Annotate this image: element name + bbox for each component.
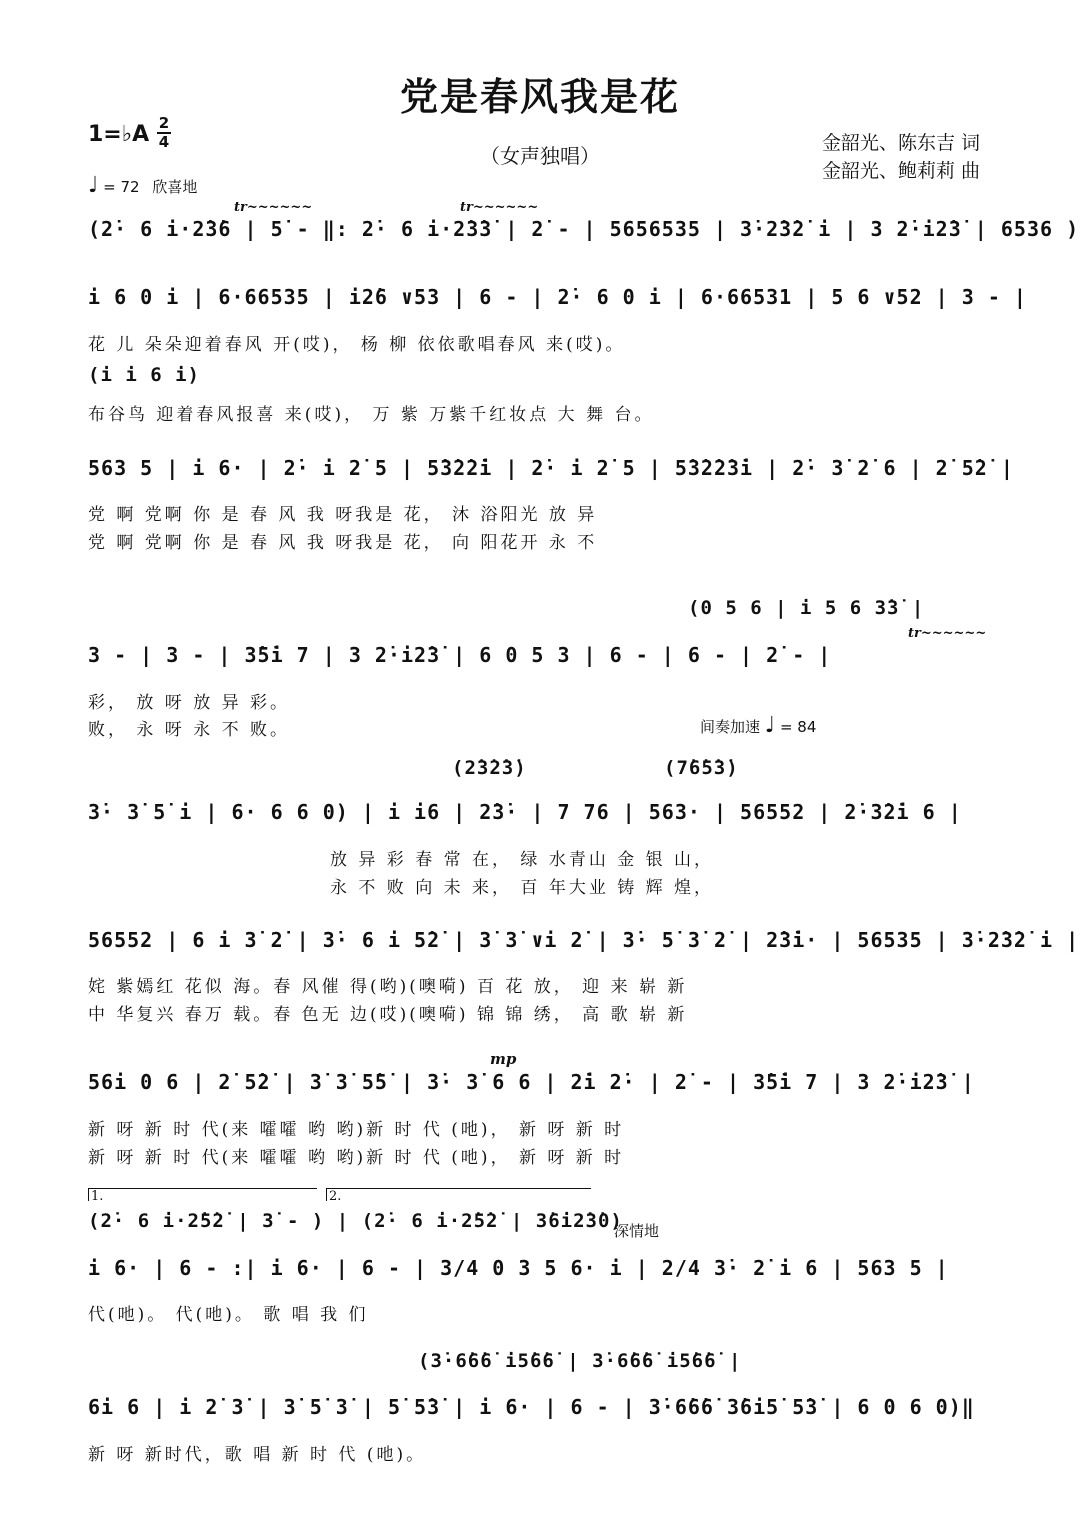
- expression-mark: 欣喜地: [152, 178, 198, 196]
- alt-score-line: (0 5 6 | i 5 6 3̇3̇ |: [688, 597, 925, 619]
- lyric-line: 党 啊 党啊 你 是 春 风 我 呀我是 花， 向 阳花开 永 不: [88, 533, 598, 553]
- tempo-value: = 72: [103, 178, 140, 196]
- lyric-line: 新 呀 新 时 代(来 嚯嚯 哟 哟)新 时 代 (吔)， 新 呀 新 时: [88, 1148, 625, 1168]
- lyric-line: 花 儿 朵朵迎着春风 开(哎)， 杨 柳 依依歌唱春风 来(哎)。: [88, 335, 626, 355]
- quarter-note-icon: ♩: [88, 173, 99, 198]
- trill-mark: tr~~~~~~: [908, 626, 987, 641]
- score-line-1: (2̇· 6 i·2̇3̇6 | 5̇ - ‖: 2̇· 6 i·2̇3̇3̇ | 2̇ - | 5656535 | 3̇·2̇3̇2̇ i | 3 2̇·i2̇3̇ | 6536 ): [88, 217, 1080, 241]
- ornament: (2̇3̇2̇3̇): [452, 757, 527, 779]
- interlude-tempo: = 84: [779, 718, 817, 736]
- song-title: 党是春风我是花: [399, 74, 680, 119]
- score-line-9: 6i 6 | i 2̇ 3̇ | 3̇ 5̇ 3̇ | 5̇ 5̇3̇ | i 6· | 6 - | 3̇·6̇6̇6̇ 3̇6i5̇ 5̇3̇ | 6 0 6 0)‖: [88, 1395, 975, 1419]
- lyric-line: 中 华复兴 春万 载。春 色无 边(哎)(噢嗬) 锦 锦 绣， 高 歌 崭 新: [88, 1005, 688, 1025]
- lyric-line: 布谷鸟 迎着春风报喜 来(哎)， 万 紫 万紫千红妆点 大 舞 台。: [88, 405, 655, 425]
- key-signature: 1=♭A: [88, 122, 150, 147]
- lyric-line: 代(吔)。 代(吔)。 歌 唱 我 们: [88, 1305, 369, 1325]
- score-line-7: 56i 0 6 | 2̇ 5̇2̇ | 3̇ 3̇ 5̇5̇ | 3̇· 3̇ 6 6 | 2̇i 2̇· | 2̇ - | 3̇5̇i 7 | 3 2̇·i2̇3̇ |: [88, 1070, 975, 1094]
- score-line-2: i 6 0 i | 6·66535 | i2̇6 ∨53 | 6 - | 2̇· 6 0 i | 6·66531 | 5 6 ∨52 | 3 - |: [88, 285, 1027, 309]
- score-line-3: 563 5 | i 6· | 2̇· i 2̇ 5 | 5̇3̇2̇2̇i | 2̇· i 2̇ 5 | 5̇3̇2̇2̇3̇i | 2̇· 3̇ 2̇ 6 | 2̇ 5̇2̇ |: [88, 456, 1014, 480]
- score-line-4: 3 - | 3 - | 3̇5̇i 7 | 3 2̇·i2̇3̇ | 6 0 5 3 | 6 - | 6 - | 2̇ - |: [88, 643, 832, 667]
- lyric-line: 永 不 败 向 未 来， 百 年大业 铸 辉 煌，: [330, 878, 715, 898]
- score-line-5: 3̇· 3̇ 5̇ i | 6· 6 6 0) | i i6 | 2̇3̇· | 7 76 | 563· | 56552 | 2̇·3̇2̇i 6 |: [88, 800, 962, 824]
- lyric-line: 党 啊 党啊 你 是 春 风 我 呀我是 花， 沐 浴阳光 放 异: [88, 505, 598, 525]
- quarter-note-icon: ♩: [764, 713, 776, 738]
- tempo-mark: [88, 173, 198, 198]
- alt-score-line: (2̇· 6 i·2̇5̇2̇ | 3̇ - ) | (2̇· 6 i·2̇5̇2̇ | 3̇6i2̇3̇0): [88, 1210, 623, 1232]
- volta-bracket-2: 2.: [326, 1188, 591, 1201]
- subtitle: （女声独唱）: [480, 144, 600, 168]
- time-bottom: 4: [158, 133, 170, 151]
- lyric-line: 放 异 彩 春 常 在， 绿 水青山 金 银 山，: [330, 850, 715, 870]
- trill-mark: tr~~~~~~: [460, 200, 539, 215]
- alt-score-line: (3̇·6̇6̇6̇ i5̇6̇6̇ | 3̇·6̇6̇6̇ i5̇6̇6̇ |: [418, 1350, 742, 1372]
- lyricist-credit: 金韶光、陈东吉 词: [822, 132, 981, 154]
- ornament: (7̇6̇5̇3̇): [664, 757, 739, 779]
- score-line-8: i 6· | 6 - :| i 6· | 6 - | 3/4 0 3 5 6· i | 2/4 3̇· 2̇ i 6 | 563 5 |: [88, 1256, 949, 1280]
- interlude-mark: [700, 713, 817, 738]
- lyric-line: 败， 永 呀 永 不 败。: [88, 720, 291, 740]
- interlude-label: 间奏加速: [700, 718, 761, 736]
- time-top: 2: [158, 114, 170, 132]
- lyric-line: 姹 紫嫣红 花似 海。春 风催 得(哟)(噢嗬) 百 花 放， 迎 来 崭 新: [88, 977, 688, 997]
- alt-score-line: (i i 6 i): [88, 364, 200, 386]
- time-signature: [157, 116, 171, 150]
- lyric-line: 新 呀 新时代，歌 唱 新 时 代 (吔)。: [88, 1445, 427, 1465]
- lyric-line: 新 呀 新 时 代(来 嚯嚯 哟 哟)新 时 代 (吔)， 新 呀 新 时: [88, 1120, 625, 1140]
- trill-mark: tr~~~~~~: [234, 200, 313, 215]
- lyric-line: 彩， 放 呀 放 异 彩。: [88, 693, 291, 713]
- volta-bracket-1: 1.: [88, 1188, 317, 1201]
- dynamic-mark: mp: [490, 1050, 517, 1068]
- expression-mark: 深情地: [614, 1222, 660, 1240]
- composer-credit: 金韶光、鲍莉莉 曲: [822, 160, 981, 182]
- score-line-6: 56552 | 6 i 3̇ 2̇ | 3̇· 6 i 5̇2̇ | 3̇ 3̇ ∨i 2̇ | 3̇· 5̇ 3̇ 2̇ | 2̇3̇i· | 56535 | 3̇·2̇3̇2̇ i |: [88, 928, 1080, 952]
